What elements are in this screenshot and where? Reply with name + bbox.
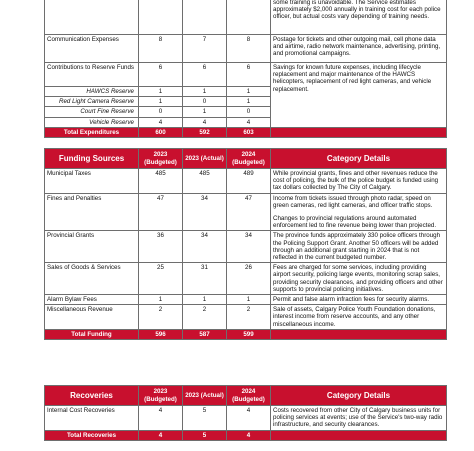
total-label: Total Funding xyxy=(45,329,139,339)
table-row xyxy=(45,406,447,431)
value-2023-actual: 6 xyxy=(183,63,227,87)
value-2023-budgeted: 4 xyxy=(139,117,183,127)
table-row xyxy=(45,295,447,305)
row-label: Fines and Penalties xyxy=(45,193,139,231)
value-2023-actual: 0 xyxy=(183,97,227,107)
value-2023-actual: 2 xyxy=(183,305,227,330)
funding-sources-table xyxy=(44,148,447,340)
header-2023-budgeted: 2023 (Budgeted) xyxy=(139,386,183,406)
category-details: Postage for tickets and other outgoing mail, cell phone data and airtime, radio network maintenance, advertising, printing, and promotional campaigns. xyxy=(271,35,447,63)
total-2023-budgeted: 596 xyxy=(139,329,183,339)
category-details: Sale of assets, Calgary Police Youth Foundation donations, interest income from reserve accounts, and any other miscellaneous income. xyxy=(271,305,447,330)
table-cell xyxy=(227,0,271,35)
total-label: Total Expenditures xyxy=(45,127,139,137)
value-2024-budgeted: 0 xyxy=(227,107,271,117)
value-2023-actual: 1 xyxy=(183,87,227,97)
details-paragraph: Changes to provincial regulations around automated enforcement led to fine revenue being lower than projected. xyxy=(273,215,437,230)
value-2024-budgeted: 6 xyxy=(227,63,271,87)
value-2023-budgeted: 25 xyxy=(139,263,183,295)
value-2023-actual: 4 xyxy=(183,117,227,127)
header-2024-budgeted: 2024 (Budgeted) xyxy=(227,386,271,406)
sub-row-label: HAWCS Reserve xyxy=(45,87,139,97)
header-category-details: Category Details xyxy=(271,149,447,169)
table-row xyxy=(45,35,447,63)
row-label: Municipal Taxes xyxy=(45,169,139,194)
category-details: Permit and false alarm infraction fees for security alarms. xyxy=(271,295,447,305)
total-2023-actual: 5 xyxy=(183,430,227,440)
table-cell xyxy=(271,127,447,137)
total-row xyxy=(45,430,447,440)
value-2023-budgeted: 47 xyxy=(139,193,183,231)
value-2023-budgeted: 485 xyxy=(139,169,183,194)
total-2023-actual: 587 xyxy=(183,329,227,339)
value-2023-actual: 31 xyxy=(183,263,227,295)
value-2024-budgeted: 47 xyxy=(227,193,271,231)
header-recoveries: Recoveries xyxy=(45,386,139,406)
category-details: some training is unavoidable. The Service estimates approximately $2,000 annually in training cost for each police officer, but actual costs vary depending of training needs. xyxy=(271,0,447,35)
value-2023-actual: 34 xyxy=(183,193,227,231)
total-2023-actual: 592 xyxy=(183,127,227,137)
value-2023-actual: 1 xyxy=(183,295,227,305)
value-2024-budgeted: 26 xyxy=(227,263,271,295)
category-details: Costs recovered from other City of Calgary business units for policing services at events; use of the Service's two-way radio infrastructure, and security clearances. xyxy=(271,406,447,431)
total-row xyxy=(45,127,447,137)
value-2023-budgeted: 1 xyxy=(139,97,183,107)
row-label: Sales of Goods & Services xyxy=(45,263,139,295)
total-row xyxy=(45,329,447,339)
value-2023-budgeted: 2 xyxy=(139,305,183,330)
sub-row-label: Vehicle Reserve xyxy=(45,117,139,127)
table-row xyxy=(45,63,447,87)
details-paragraph: Income from tickets issued through photo radar, speed on green cameras, red light cameras, and officer traffic stops. xyxy=(273,194,433,209)
table-row xyxy=(45,169,447,194)
category-details: While provincial grants, fines and other revenues reduce the cost of policing, the bulk of the police budget is funded using tax dollars collected by The City of Calgary. xyxy=(271,169,447,194)
value-2023-budgeted: 0 xyxy=(139,107,183,117)
table-row xyxy=(45,305,447,330)
value-2023-budgeted: 4 xyxy=(139,406,183,431)
value-2024-budgeted: 2 xyxy=(227,305,271,330)
row-label: Alarm Bylaw Fees xyxy=(45,295,139,305)
total-2024-budgeted: 4 xyxy=(227,430,271,440)
table-row xyxy=(45,193,447,231)
total-2024-budgeted: 603 xyxy=(227,127,271,137)
recoveries-table xyxy=(44,385,447,441)
value-2024-budgeted: 1 xyxy=(227,97,271,107)
value-2024-budgeted: 4 xyxy=(227,117,271,127)
table-header xyxy=(45,386,447,406)
sub-row-label: Red Light Camera Reserve xyxy=(45,97,139,107)
row-label: Miscellaneous Revenue xyxy=(45,305,139,330)
value-2023-actual: 34 xyxy=(183,231,227,263)
category-details: Fees are charged for some services, including providing airport security, policing large events, monitoring scrap sales, providing security clearances, and providing officers and other supports to provincial policing initiatives. xyxy=(271,263,447,295)
row-label: Internal Cost Recoveries xyxy=(45,406,139,431)
header-2023-budgeted: 2023 (Budgeted) xyxy=(139,149,183,169)
category-details: Savings for known future expenses, including lifecycle replacement and major maintenance of the HAWCS helicopters, replacement of red light cameras, and vehicle replacement. xyxy=(271,63,447,128)
table-row xyxy=(45,231,447,263)
value-2023-actual: 485 xyxy=(183,169,227,194)
total-label: Total Recoveries xyxy=(45,430,139,440)
value-2024-budgeted: 489 xyxy=(227,169,271,194)
row-label: Provincial Grants xyxy=(45,231,139,263)
sub-row-label: Court Fine Reserve xyxy=(45,107,139,117)
table-cell xyxy=(271,430,447,440)
total-2024-budgeted: 599 xyxy=(227,329,271,339)
header-2023-actual: 2023 (Actual) xyxy=(183,386,227,406)
value-2023-budgeted: 8 xyxy=(139,35,183,63)
expenditures-table xyxy=(44,0,447,138)
category-details xyxy=(271,193,447,231)
value-2023-budgeted: 1 xyxy=(139,87,183,97)
table-cell xyxy=(139,0,183,35)
value-2024-budgeted: 1 xyxy=(227,87,271,97)
table-cell xyxy=(183,0,227,35)
header-2023-actual: 2023 (Actual) xyxy=(183,149,227,169)
header-2024-budgeted: 2024 (Budgeted) xyxy=(227,149,271,169)
header-funding-sources: Funding Sources xyxy=(45,149,139,169)
value-2023-budgeted: 1 xyxy=(139,295,183,305)
value-2023-budgeted: 36 xyxy=(139,231,183,263)
table-cell xyxy=(45,0,139,35)
value-2023-actual: 5 xyxy=(183,406,227,431)
value-2024-budgeted: 4 xyxy=(227,406,271,431)
value-2024-budgeted: 34 xyxy=(227,231,271,263)
value-2023-budgeted: 6 xyxy=(139,63,183,87)
table-row xyxy=(45,263,447,295)
value-2024-budgeted: 1 xyxy=(227,295,271,305)
header-category-details: Category Details xyxy=(271,386,447,406)
value-2024-budgeted: 8 xyxy=(227,35,271,63)
total-2023-budgeted: 600 xyxy=(139,127,183,137)
row-label: Contributions to Reserve Funds xyxy=(45,63,139,87)
value-2023-actual: 7 xyxy=(183,35,227,63)
value-2023-actual: 1 xyxy=(183,107,227,117)
table-header xyxy=(45,149,447,169)
total-2023-budgeted: 4 xyxy=(139,430,183,440)
row-label: Communication Expenses xyxy=(45,35,139,63)
category-details: The province funds approximately 330 police officers through the Policing Support Grant. Another 50 officers will be added through an additional grant starting in 2024 that is not reflected in the current budgeted number. xyxy=(271,231,447,263)
table-cell xyxy=(271,329,447,339)
